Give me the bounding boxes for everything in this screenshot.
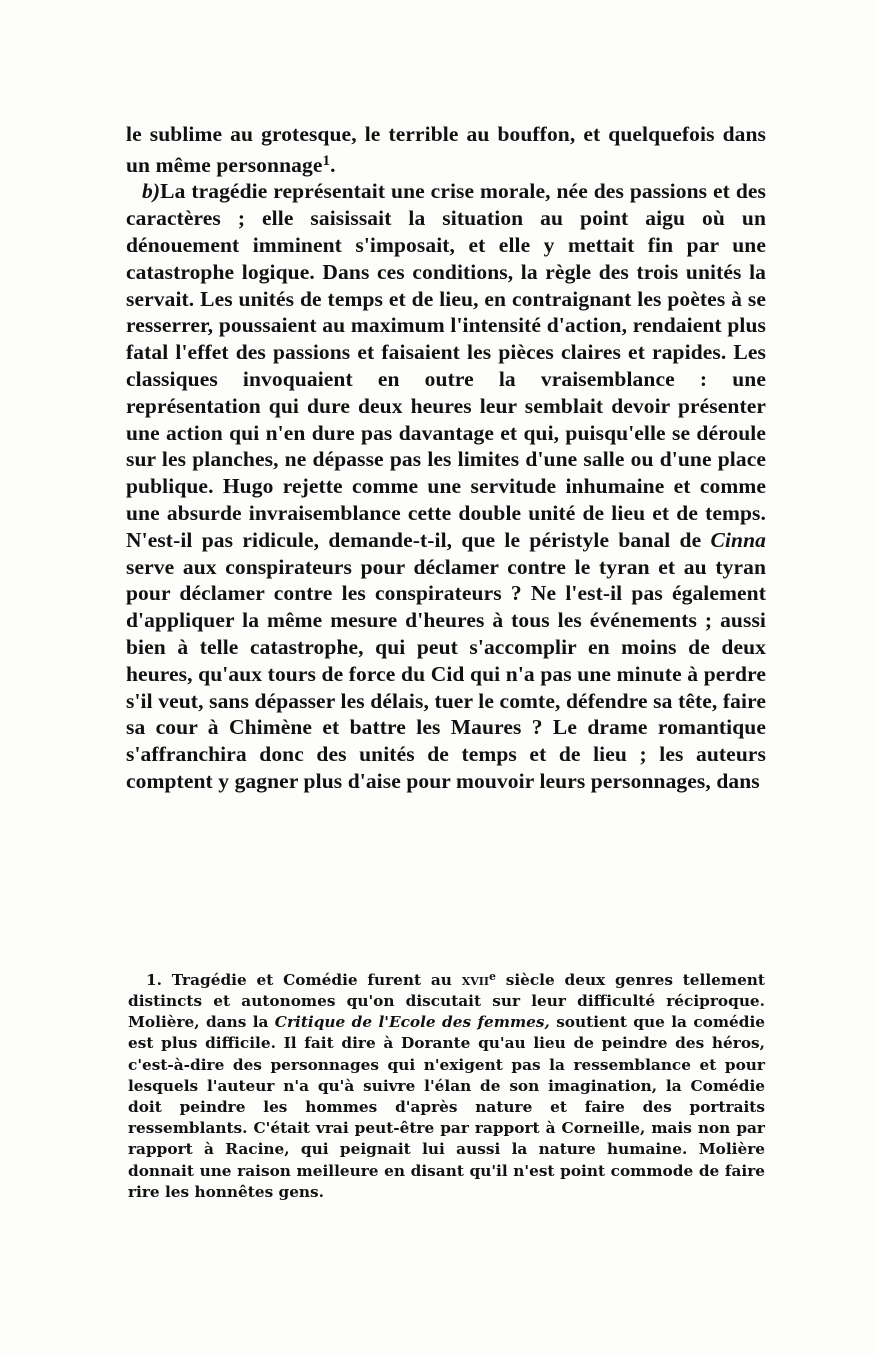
paragraph-2: b)La tragédie représentait une crise morale, née des passions et des caractères ; elle saisissait la situation au point aigu où un dénouement imminent s'imposait, et elle y mettait fin par une catastrophe logique. Dans ces conditions, la règle des trois unités la servait. Les unités de temps et de lieu, en contraignant les poètes à se resserrer, poussaient au maximum l'intensité d'action, rendaient plus fatal l'effet des passions et faisaient les pièces claires et rapides. Les classiques invoquaient en outre la vraisemblance : une représentation qui dure deux heures leur semblait devoir présenter une action qui n'en dure pas davantage et qui, puisqu'elle se déroule sur les planches, ne dépasse pas les limites d'une salle ou d'une place publique. Hugo rejette comme une servitude inhumaine et comme une absurde invraisemblance cette double unité de lieu et de temps. N'est-il pas ridicule, demande-t-il, que le péristyle banal de Cinna serve aux conspirateurs pour déclamer contre le tyran et au tyran pour déclamer contre les conspirateurs ? Ne l'est-il pas également d'appliquer la même mesure d'heures à tous les événements ; aussi bien à telle catastrophe, qui peut s'accomplir en moins de deux heures, qu'aux tours de force du Cid qui n'a pas une minute à perdre s'il veut, sans dépasser les délais, tuer le comte, défendre sa tête, faire sa cour à Chimène et battre les Maures ? Le drame romantique s'affranchira donc des unités de temps et de lieu ; les auteurs comptent y gagner plus d'aise pour mouvoir leurs personnages, dans: [126, 179, 766, 793]
footnote-reference: 1: [322, 152, 331, 169]
section-label: b): [142, 179, 161, 204]
footnotes: [128, 966, 765, 1203]
main-text: [126, 121, 766, 795]
century-numeral: xvii: [461, 970, 490, 989]
work-title-cinna: Cinna: [710, 527, 766, 552]
work-title-critique: Critique de l'Ecole des femmes,: [274, 1013, 550, 1032]
footnote-1: 1. Tragédie et Comédie furent au xvii$^e$ siècle deux genres tellement distincts et autonomes qu'on discutait sur leur difficulté réciproque. Molière, dans la Critique de l'Ecole des femmes, soutient que la comédie est plus difficile. Il fait dire à Dorante qu'au lieu de peindre des héros, c'est-à-dire des personnages qui n'exigent pas la ressemblance et pour lesquels l'auteur n'a qu'à suivre l'élan de son imagination, la Comédie doit peindre les hommes d'après nature et faire des portraits ressemblants. C'était vrai peut-être par rapport à Corneille, mais non par rapport à Racine, qui peignait lui aussi la nature humaine. Molière donnait une raison meilleure en disant qu'il n'est point commode de faire rire les honnêtes gens.: [128, 970, 765, 1201]
footnote-number: 1.: [146, 970, 162, 989]
paragraph-1: le sublime au grotesque, le terrible au bouffon, et quelquefois dans un même personnage$^1$.: [126, 122, 766, 177]
